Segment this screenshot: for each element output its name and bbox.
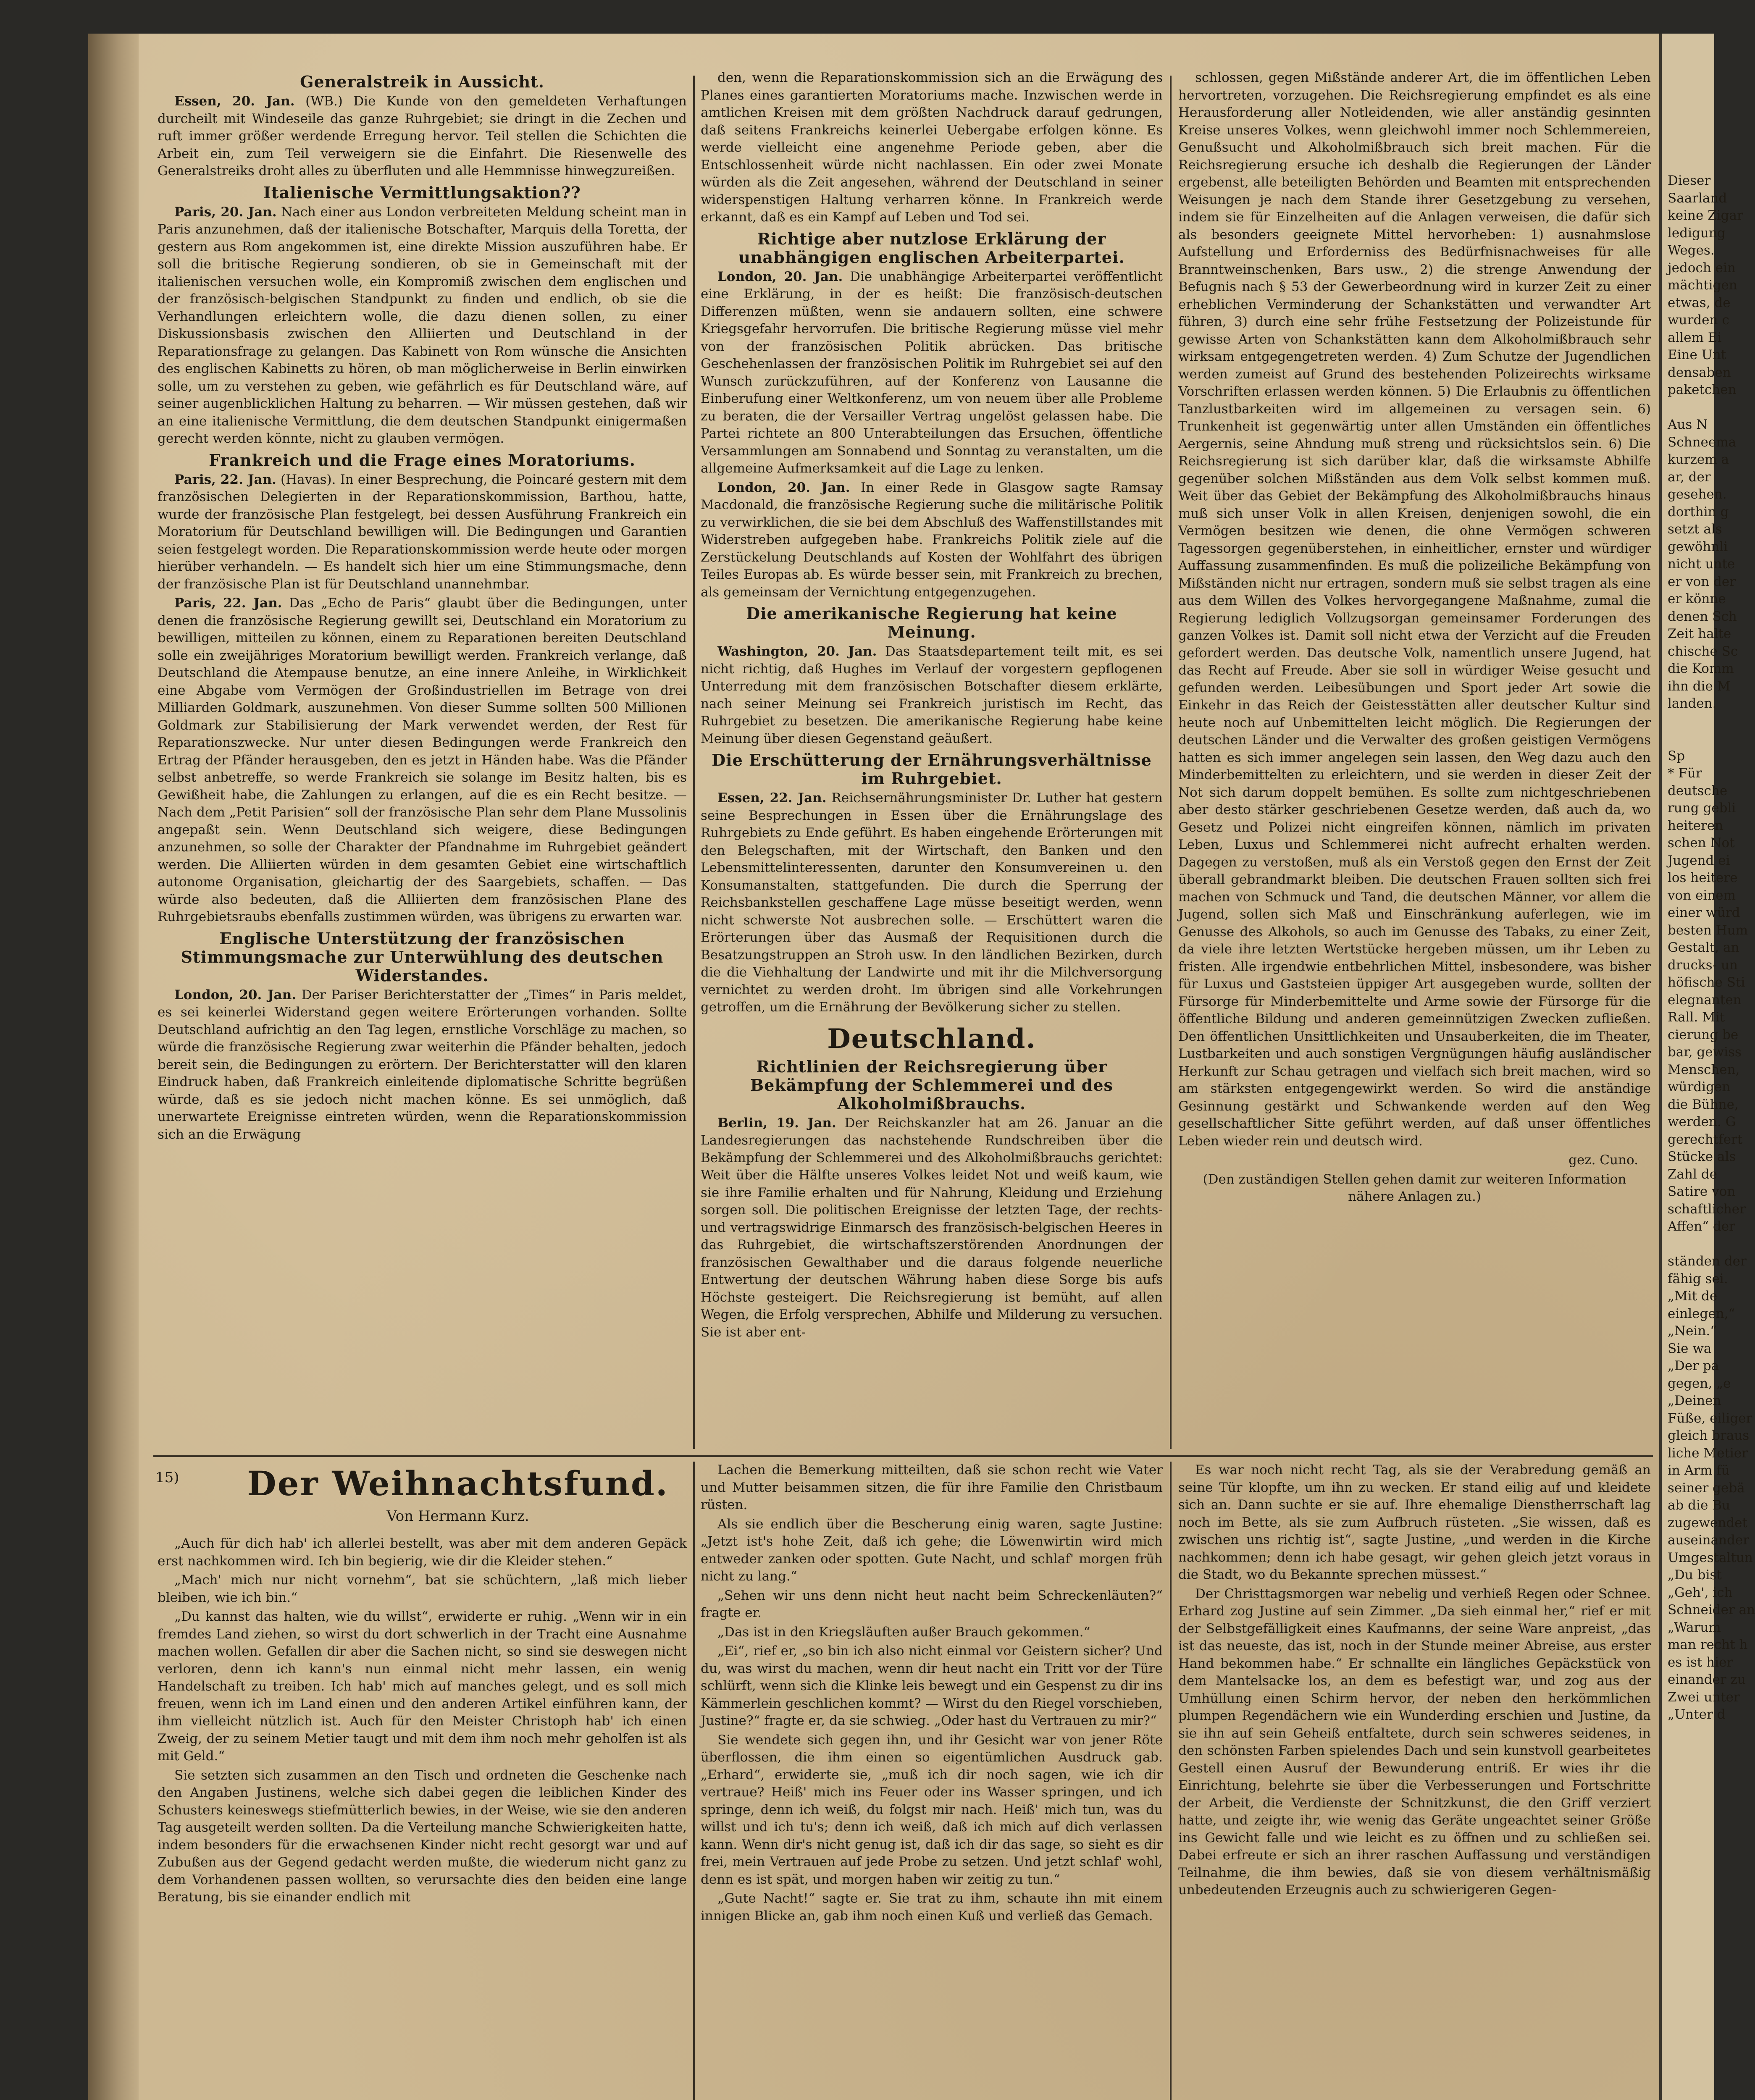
paragraph-text: „Gute Nacht!“ sagte er. Sie trat zu ihm, schaute ihn mit einem innigen Blicke an, gab ihm noch einen Kuß und verließ das Gemach.: [701, 1891, 1163, 1924]
adjacent-line: liche Metier: [1668, 1445, 1748, 1461]
news-column-1: [158, 69, 687, 1449]
adjacent-line: Schneider an: [1668, 1602, 1755, 1617]
paragraph-text: „Sehen wir uns denn nicht heut nacht beim Schreckenläuten?“ fragte er.: [701, 1588, 1163, 1620]
adjacent-line: zugewendet: [1668, 1515, 1747, 1530]
article-paragraph: [158, 1608, 687, 1765]
adjacent-line: Umgestaltun: [1668, 1550, 1753, 1565]
adjacent-line: „Du bist: [1668, 1567, 1722, 1583]
paragraph-text: (WB.) Die Kunde von den gemeldeten Verhaftungen durcheilt mit Windeseile das ganze Ruhrgebiet; sie dringt in die Zechen und ruft immer größer werdende Erregung hervor. Teil stellen die Schichten die Arbeit ein, zum Teil verweigern sie die Einfahrt. Die Riesenwelle des Generalstreiks droht alles zu überfluten und alle Hemmnisse hinwegzureißen.: [158, 94, 687, 178]
section-heading: [158, 451, 687, 470]
adjacent-line: Sie wa: [1668, 1341, 1712, 1356]
column-rule-1: [693, 76, 695, 1449]
adjacent-line: einer würd: [1668, 905, 1740, 920]
adjacent-line: Schneema: [1668, 434, 1737, 450]
paragraph-text: Der Pariser Berichterstatter der „Times“ in Paris meldet, es sei keinerlei Widerstand gegen weitere Erörterungen vorhanden. Sollte Deutschland aufrichtig an den Tag legen, ernstliche Vorschläge zu machen, so würde die französische Regierung zwar weiterhin die Pfänder behalten, jedoch bereit sein, die Bedingungen zu erörtern. Der Berichterstatter will den klaren Eindruck haben, daß Frankreich einleitende diplomatische Schritte begrüßen würde, daß es sie jedoch nicht machen könne. Es sei unmöglich, daß unerwartete Ereignisse eintreten würden, wenn die Reparationskommission sich an die Erwägung: [158, 987, 687, 1142]
adjacent-line: Gestalt, an: [1668, 940, 1739, 955]
adjacent-line: schen Not: [1668, 835, 1735, 850]
adjacent-line: [1668, 713, 1714, 730]
adjacent-line: höfische Sti: [1668, 975, 1745, 990]
adjacent-line: von einem: [1668, 887, 1736, 903]
paragraph-text: den, wenn die Reparationskommission sich an die Erwägung des Planes eines garantierten Moratoriums mache. Inzwischen werde in amtlichen Kreisen mit dem größten Nachdruck darauf gedrungen, daß seitens Frankreichs keinerlei Uebergabe erfolgen könne. Es werde vielleicht eine angenehme Periode geben, aber die Entschlossenheit würde nicht nachlassen. Ein oder zwei Monate würden als die Zeit angesehen, während der Deutschland in seiner widerspenstigen Haltung verharren könne. In Frankreich werde erkannt, daß es ein Kampf auf Leben und Tod sei.: [701, 70, 1163, 225]
section-heading: [158, 184, 687, 202]
paragraph-text: „Auch für dich hab' ich allerlei bestellt, was aber mit dem anderen Gepäck erst nachkommen wird. Ich bin begierig, wie dir die Kleider stehen.“: [158, 1536, 687, 1569]
adjacent-line: setzt als: [1668, 522, 1722, 537]
paragraph-text: Das „Echo de Paris“ glaubt über die Bedingungen, unter denen die französische Regierung gewillt sei, Deutschland ein Moratorium zu bewilligen, mitteilen zu können, einem zu Reparationen bereiten Deutschland solle ein zweijähriges Moratorium bewilligt werden. Frankreich verlange, daß Deutschland die Atempause benutze, an eine innere Anleihe, in Wirklichkeit eine Abgabe vom Vermögen der Großindustriellen im Betrage von drei Milliarden Goldmark, auszunehmen. Von dieser Summe sollten 500 Millionen Goldmark zur Stabilisierung der Mark verwendet werden, der Rest für Reparationszwecke. Nur unter diesen Bedingungen werde Frankreich den Ertrag der Pfänder herausgeben, den es jetzt in Händen habe. Was die Pfänder selbst anbetreffe, so werde Frankreich sie solange im Besitz halten, bis es Gewißheit habe, die Zahlungen zu erlangen, auf die es ein Recht besitze. — Nach dem „Petit Parisien“ soll der französische Plan sehr dem Plane Mussolinis angepaßt sein. Wenn Deutschland sich weigere, diese Bedingungen anzunehmen, so solle der Charakter der Pfandnahme im Ruhrgebiet geändert werden. Die Alliierten würden in dem gesamten Gebiet eine wirtschaftlich autonome Organisation, gleichartig der des Saargebiets, schaffen. — Das würde also bedeuten, daß die Alliierten dem französischen Plane des Ruhrgebietsraubs ebenfalls zustimmen würden, was übrigens zu erwarten war.: [158, 596, 687, 924]
article-paragraph: [1178, 69, 1651, 1150]
paragraph-text: In einer Rede in Glasgow sagte Ramsay Macdonald, die französische Regierung suche die militärische Politik zu verwirklichen, die sie bei dem Abschluß des Waffenstillstandes mit Widerstreben aufgegeben habe. Frankreichs Politik ziele auf die Zerstückelung Deutschlands auf Kosten der Wohlfahrt des übrigen Teiles Europas ab. Es würde besser sein, mit Frankreich zu brechen, als gemeinsam der Vernichtung entgegenzugehen.: [701, 480, 1163, 600]
adjacent-line: jedoch ein: [1668, 260, 1736, 276]
signature: [1178, 1152, 1638, 1169]
adjacent-line: etwas, de: [1668, 295, 1731, 310]
feuilleton-divider: [153, 1455, 1653, 1457]
paragraph-text: Die amerikanische Regierung hat keine Meinung.: [746, 604, 1117, 641]
paragraph-text: Richtlinien der Reichsregierung über Bekämpfung der Schlemmerei und des Alkoholmißbrauchs.: [750, 1057, 1113, 1113]
news-column-2: [701, 69, 1163, 1449]
adjacent-line: Stücke als: [1668, 1149, 1736, 1164]
adjacent-line: bar, gewiss: [1668, 1045, 1742, 1060]
paragraph-text: Der Reichskanzler hat am 26. Januar an die Landesregierungen das nachstehende Rundschreiben über die Bekämpfung der Schlemmerei und des Alkoholmißbrauchs gerichtet: Weit über die Hälfte unseres Volkes leidet Not und weiß kaum, wie sie ihre Familie erhalten und für Nahrung, Kleidung und Erziehung sorgen soll. Die politischen Ereignisse der letzten Tage, der rechts- und vertragswidrige Einmarsch des französisch-belgischen Heeres in das Ruhrgebiet, die wirtschaftszerstörenden Anordnungen der französischen Gewalthaber und die daraus folgende neuerliche Entwertung der deutschen Währung haben diese Sorge bis aufs Höchste gesteigert. Die Reichsregierung ist bemüht, auf allen Wegen, die Erfolg versprechen, Abhilfe und Milderung zu versuchen. Sie ist aber ent-: [701, 1115, 1163, 1340]
paragraph-text: Englische Unterstützung der französischen Stimmungsmache zur Unterwühlung des deutschen Widerstandes.: [181, 929, 664, 985]
adjacent-line: wurden c: [1668, 312, 1729, 328]
paragraph-text: Sie setzten sich zusammen an den Tisch und ordneten die Geschenke nach den Angaben Justinens, welche sich dabei gegen die leiblichen Kinder des Schusters keineswegs stiefmütterlich bewies, in der Weise, wie sie den anderen Tag ausgeteilt werden sollten. Da die Verteilung manche Schwierigkeiten hatte, indem besonders für die erwachsenen Kinder nicht recht gesorgt war und auf Zubußen aus der Gegend gedacht werden mußte, die wiederum nicht ganz zu dem Vorhandenen passen wollten, so verursachte dies den beiden eine lange Beratung, bis sie einander endlich mit: [158, 1767, 687, 1905]
adjacent-line: er könne: [1668, 591, 1726, 606]
paragraph-text: Reichsernährungsminister Dr. Luther hat gestern seine Besprechungen in Essen über die Ernährungslage des Ruhrgebiets zu Ende geführt. Es haben eingehende Erörterungen mit den Belegschaften, mit der Wirtschaft, den Banken und den Lebensmittelinteressenten, darunter den Konsumvereinen u. den Konsumanstalten, stattgefunden. Die durch die Sperrung der Reichsbankstellen geschaffene Lage müsse beseitigt werden, wenn nicht schwerste Not ausbrechen solle. — Erschüttert waren die Erörterungen über das Ausmaß der Requisitionen durch die Besatzungstruppen an Stroh usw. In den ländlichen Bezirken, durch die die Viehhaltung der Landwirte und mit ihr die Milchversorgung vernichtet zu werden droht. Im übrigen sind alle Vorkehrungen getroffen, um die Ernährung der Bevölkerung sicher zu stellen.: [701, 790, 1163, 1015]
adjacent-line: Saarland: [1668, 190, 1727, 206]
paragraph-text: Die Erschütterung der Ernährungsverhältnisse im Ruhrgebiet.: [712, 751, 1152, 788]
adjacent-line: mächtigen: [1668, 278, 1737, 293]
adjacent-line: gleich braus: [1668, 1428, 1750, 1443]
adjacent-line: ar, der: [1668, 469, 1711, 485]
article-paragraph: [158, 204, 687, 448]
adjacent-line: chische Sc: [1668, 643, 1738, 659]
adjacent-line: ledigung: [1668, 225, 1726, 241]
adjacent-line: „Geh', ich: [1668, 1585, 1733, 1600]
dateline: Paris, 22. Jan.: [174, 596, 282, 611]
feuilleton-author: Von Hermann Kurz.: [386, 1508, 529, 1525]
paragraph-text: Es war noch nicht recht Tag, als sie der Verabredung gemäß an seine Tür klopfte, um ihn zu wecken. Er stand eilig auf und kleidete sich an. Dann suchte er sie auf. Ihre ehemalige Dienstherrschaft lag noch im Bette, als sie zum Aufbruch rüsteten. „Sie wissen, daß es zwischen uns richtig ist“, sagte Justine, „und werden in die Kirche nachkommen; denn ich habe gesagt, wir gehen gleich jetzt voraus in die Stadt, wo du Bekannte sprechen müssest.“: [1178, 1462, 1651, 1582]
adjacent-line: „Warum: [1668, 1620, 1721, 1635]
paragraph-text: Lachen die Bemerkung mitteilten, daß sie schon recht wie Vater und Mutter beisammen sitzen, die für ihre Familie den Christbaum rüsten.: [701, 1462, 1163, 1512]
article-paragraph: [158, 1535, 687, 1570]
adjacent-line: [1668, 730, 1714, 748]
adjacent-line: „Der pa: [1668, 1358, 1719, 1373]
article-paragraph: [701, 1516, 1163, 1586]
adjacent-line: er von der: [1668, 574, 1736, 589]
article-paragraph: [701, 790, 1163, 1016]
adjacent-line: Füße, eiliger: [1668, 1410, 1752, 1426]
paragraph-text: „Mach' mich nur nicht vornehm“, bat sie schüchtern, „laß mich lieber bleiben, wie ich bin.“: [158, 1572, 687, 1605]
adjacent-line: Affen“ der: [1668, 1219, 1735, 1234]
dateline: Essen, 20. Jan.: [174, 94, 295, 109]
paragraph-text: Die unabhängige Arbeiterpartei veröffentlicht eine Erklärung, in der es heißt: Die französisch-deutschen Differenzen müßten, wenn sie andauern sollten, eine schwere Kriegsgefahr hervorrufen. Die britische Regierung müsse viel mehr von der französischen Politik abrücken. Das britische Geschehenlassen der französischen Politik im Ruhrgebiet sei auf den Wunsch zurückzuführen, auf der Konferenz von Lausanne die Einberufung einer Weltkonferenz, um von neuem über alle Probleme zu beraten, die der Versailler Vertrag ungelöst gelassen habe. Die Partei richtete an 800 Unterabteilungen das Ersuchen, öffentliche Versammlungen am Sonnabend und Sonntag zu veranstalten, um die allgemeine Aufmerksamkeit auf die Lage zu lenken.: [701, 269, 1163, 476]
section-heading: [701, 604, 1163, 641]
paragraph-text: Richtige aber nutzlose Erklärung der unabhängigen englischen Arbeiterpartei.: [738, 229, 1125, 267]
adjacent-line: seiner gebä: [1668, 1480, 1745, 1496]
section-heading: [701, 751, 1163, 788]
adjacent-line: ihn die M: [1668, 678, 1731, 694]
adjacent-line: gegen, „e: [1668, 1376, 1731, 1391]
dateline: Berlin, 19. Jan.: [717, 1115, 836, 1131]
adjacent-line: Zahl de: [1668, 1166, 1717, 1182]
feuilleton-installment-number: 15): [155, 1469, 179, 1486]
adjacent-line: denen Sch: [1668, 609, 1737, 624]
adjacent-line: Sp: [1668, 748, 1685, 764]
dateline: London, 20. Jan.: [174, 987, 297, 1003]
adjacent-line: drucks- un: [1668, 957, 1738, 973]
dateline: Washington, 20. Jan.: [717, 644, 877, 659]
feuilleton-column-2: [701, 1462, 1163, 2100]
adjacent-line: Dieser: [1668, 173, 1711, 188]
paragraph-text: Als sie endlich über die Bescherung einig waren, sagte Justine: „Jetzt ist's hohe Zeit, daß ich gehe; die Löwenwirtin wird mich entweder zanken oder spotten. Gute Nacht, und schlaf' morgen früh nicht zu lang.“: [701, 1516, 1163, 1584]
article-paragraph: [701, 1462, 1163, 1514]
article-paragraph: [701, 1624, 1163, 1641]
adjacent-page-text: [1668, 172, 1755, 1724]
adjacent-line: „Nein.“: [1668, 1323, 1717, 1339]
paragraph-text: Nach einer aus London verbreiteten Meldung scheint man in Paris anzunehmen, daß der italienische Botschafter, Marquis della Toretta, der gestern aus Rom angekommen ist, eine direkte Mission auszuführen habe. Er soll die britische Regierung sondieren, ob sie in Gemeinschaft mit der italienischen versuchen wolle, ein Kompromiß zwischen dem englischen und der französisch-belgischen Standpunkt zu finden und endlich, ob sie die Verhandlungen erleichtern wolle, die dazu dienen sollen, zu einer Diskussionsbasis zwischen den Alliierten und Deutschland in der Reparationsfrage zu gelangen. Das Kabinett von Rom wünsche die Ansichten des englischen Kabinetts zu hören, ob man möglicherweise in Berlin einwirken solle, um zu verstehen zu geben, wie gefährlich es für Deutschland wäre, auf seiner augenblicklichen Haltung zu beharren. — Wir müssen gestehen, daß wir an eine italienische Vermittlung, die dem deutschen Standpunkt einigermaßen gerecht werden könnte, nicht zu glauben vermögen.: [158, 204, 687, 446]
article-paragraph: [701, 69, 1163, 226]
section-masthead: [701, 1024, 1163, 1054]
article-paragraph: [701, 1890, 1163, 1925]
paragraph-text: „Du kannst das halten, wie du willst“, erwiderte er ruhig. „Wenn wir in ein fremdes Land ziehen, so wirst du dort schwerlich in der Tracht eine Ausnahme machen wollen. Gefallen dir aber die Sachen nicht, so sind sie deswegen nicht verloren, denn ich kann's nun einmal nicht mehr lassen, ein wenig Handelschaft zu treiben. Ich hab' mich auf manches gelegt, und es soll mich freuen, wenn ich im Land einen und den anderen Artikel einführen kann, der ihm vielleicht nützlich ist. Auch für den Meister Christoph hab' ich einen Zweig, der zu seinem Metier taugt und mit dem ihm noch mehr geholfen ist als mit Geld.“: [158, 1609, 687, 1764]
paragraph-text: Italienische Vermittlungsaktion??: [263, 183, 581, 202]
feuilleton-rule-2: [1170, 1462, 1172, 2100]
adjacent-line: „Mit de: [1668, 1289, 1718, 1304]
paragraph-text: (Havas). In einer Besprechung, die Poincaré gestern mit dem französischen Delegierten in der Reparationskommission, Barthou, hatte, wurde der französische Plan festgelegt, bei dessen Ausführung Frankreich ein Moratorium für Deutschland bewilligen will. Die Bedingungen und Garantien seien festgelegt worden. Die Reparationskommission werde heute oder morgen hierüber verhandeln. — Es handelt sich hier um eine Stimmungsmache, denn der französische Plan ist für Deutschland unannehmbar.: [158, 472, 687, 592]
paragraph-text: (Den zuständigen Stellen gehen damit zur weiteren Information nähere Anlagen zu.): [1203, 1171, 1626, 1204]
paragraph-text: Frankreich und die Frage eines Moratoriums.: [209, 450, 636, 470]
paragraph-text: „Das ist in den Kriegsläuften außer Brauch gekommen.“: [717, 1624, 1090, 1640]
paragraph-text: schlossen, gegen Mißstände anderer Art, die im öffentlichen Leben hervortreten, vorzugehen. Die Reichsregierung empfindet es als eine Herausforderung aller Notleidenden, wie aller anständig gesinnten Kreise unseres Volkes, wenn gleichwohl immer noch Schlemmereien, Genußsucht und Alkoholmißbrauch sich breit machen. Für die Reichsregierung ersuche ich deshalb die Regierungen der Länder ergebenst, alle beteiligten Behörden und Beamten mit entsprechenden Weisungen je nach dem Stande ihrer Gesetzgebung zu versehen, indem sie für Einzelheiten auf die Anlagen verweisen, die dafür sich als besonders geeignete Mittel hervorheben: 1) ausnahmslose Aufstellung und Erforderniss des Bedürfnisnachweises für alle Branntweinschenken, Bars usw., 2) die strenge Anwendung der Befugnis nach § 53 der Gewerbeordnung wird in kurzer Zeit zu einer erheblichen Verminderung der Schankstätten und verwandter Art führen, 3) durch eine sehr frühe Festsetzung der Polizeistunde für gewisse Arten von Schankstätten kann dem Alkoholmißbrauch sehr wirksam entgegengetreten werden. 4) Zum Schutze der Jugendlichen werden zumeist auf Grund des bestehenden Polizeirechts wirksame Vorschriften erlassen werden können. 5) Die Erlaubnis zu öffentlichen Tanzlustbarkeiten wird im allgemeinen zu versagen sein. 6) Trunkenheit ist gegenwärtig unter allen Umständen ein öffentliches Aergernis, seine Ahndung muß streng und rücksichtslos sein. 6) Die Reichsregierung ist sich darüber klar, daß die wirksamste Abhilfe gegenüber solchen Mißständen aus dem Volk selbst kommen muß. Weit über das Gebiet der Bekämpfung des Alkoholmißbrauchs hinaus muß sich unser Volk in allen Kreisen, denjenigen sowohl, die ein Vermögen besitzen wie denen, die ohne Vermögen schweren Tagessorgen gegenüberstehen, in einheitlicher, ernster und würdiger Auffassung zusammenfinden. Es muß die polizeiliche Bekämpfung von Mißständen nicht nur ertragen, sondern muß sie selbst tragen als eine aus dem Willen des Volkes hervorgegangene Maßnahme, zumal die Regierung lediglich Vollzugsorgan gemeinsamer Forderungen des ganzen Volkes ist. Damit soll nicht etwa der Verzicht auf die Freuden gefordert werden. Das deutsche Volk, namentlich unsere Jugend, hat das Recht auf Freude. Aber sie soll in würdiger Weise gesucht und gefunden werden. Leibesübungen und Sport jeder Art sowie die Einkehr in das Reich der Geistesstätten aller deutscher Kultur sind heute noch auf Unbemittelten leicht möglich. Die Regierungen der deutschen Länder und die Verwalter des großen geistigen Vermögens hatten es sich immer angelegen sein lassen, den Weg dazu auch den Minderbemittelten zu erleichtern, und sie werden in dieser Zeit der Not sich darum doppelt bemühen. Es sollte zum nichtgeschriebenen aber desto stärker geschriebenen Gesetze werden, daß auch da, wo Gesetz und Polizei nicht eingreifen können, nämlich im privaten Leben, Luxus und Schlemmerei nicht aufrecht erhalten werden. Dagegen zu verstoßen, muß als ein Verstoß gegen den Ernst der Zeit überall gebrandmarkt bleiben. Die deutschen Frauen sollten sich frei machen von Schmuck und Tand, die deutschen Männer, vor allem die Jugend, sollen sich Maß und Einschränkung auferlegen, wie im Genusse des Alkohols, so auch im Genusse des Tabaks, zu einer Zeit, da viele ihre letzten Wertstücke hergeben müssen, um ihr Leben zu fristen. Alle irgendwie entbehrlichen Mittel, insbesondere, was bisher für Luxus und Gaststeien üppiger Art ausgegeben wurde, sollten der Fürsorge für Minderbemittelte und Arme sowie der Fürsorge für die öffentliche Bildung und anderen gemeinnützigen Zwecken zufließen. Den öffentlichen Unsittlichkeiten und Unsauberkeiten, die im Theater, Lustbarkeiten und auch sonstigen Vergnügungen häufig ausländischer Herkunft zur Schau getragen und vielfach sich breit machen, wird so am stärksten entgegengewirkt werden. So wird die anständige Gesinnung gestärkt und Schwankende werden auf den Weg gesellschaftlicher Sitte geführt werden, auf daß unser öffentliches Leben wieder rein und deutsch wird.: [1178, 70, 1651, 1149]
article-paragraph: [701, 1643, 1163, 1730]
section-heading: [701, 230, 1163, 267]
adjacent-line: dorthin g: [1668, 504, 1729, 520]
feuilleton-title: Der Weihnachtsfund.: [247, 1464, 669, 1503]
column-rule-2: [1170, 76, 1172, 1449]
article-paragraph: [1178, 1462, 1651, 1584]
adjacent-line: Eine Unt: [1668, 347, 1726, 362]
paragraph-text: Der Christtagsmorgen war nebelig und verhieß Regen oder Schnee. Erhard zog Justine auf sein Zimmer. „Da sieh einmal her,“ rief er mit der Selbstgefälligkeit eines Kaufmanns, der seine Ware anpreist, „das ist das neueste, das ist, noch in der Stunde meiner Abreise, aus erster Hand bekommen habe.“ Er schnallte ein längliches Gepäckstück von dem Mantelsacke los, an dem es befestigt war, und zog aus der Umhüllung einen Schirm hervor, der neben den herkömmlichen plumpen Regendächern wie ein Wunderding erschien und Justine, da sie ihn auf sein Geheiß entfaltete, durch sein schweres seidenes, in den schönsten Farben spielendes Dach und sein kunstvoll gearbeitetes Gestell einen Ausruf der Bewunderung entriß. Er wies ihr die Einrichtung, belehrte sie über die Verbesserungen und Fortschritte der Arbeit, die Verdienste der Schnitzkunst, die den Griff verziert hatte, und zeigte ihr, wie wenig das Geräte ungeachtet seiner Größe ins Gewicht falle und wie leicht es zu öffnen und zu schließen sei. Dabei erfreute er sich an ihrer raschen Auffassung und verständigen Teilnahme, die ihm bewies, daß sie von diesem verhältnismäßig unbedeutenden Erzeugnis auch zu schwierigeren Gegen-: [1178, 1586, 1651, 1898]
article-paragraph: [701, 1587, 1163, 1622]
adjacent-line: es ist hier: [1668, 1654, 1733, 1670]
adjacent-line: einander zu: [1668, 1672, 1746, 1687]
dateline: London, 20. Jan.: [717, 269, 843, 284]
adjacent-line: paketchen: [1668, 382, 1737, 397]
adjacent-line: landen.: [1668, 696, 1717, 711]
article-paragraph: [701, 479, 1163, 601]
adjacent-line: allem Ei: [1668, 330, 1722, 345]
article-paragraph: [158, 93, 687, 180]
adjacent-line: die Bühne,: [1668, 1097, 1739, 1112]
paragraph-text: Generalstreik in Aussicht.: [300, 72, 544, 91]
adjacent-line: elegnanten: [1668, 992, 1742, 1008]
article-paragraph: [158, 1572, 687, 1606]
adjacent-line: gewöhnli: [1668, 539, 1728, 554]
adjacent-line: [1668, 1236, 1714, 1253]
adjacent-line: einlegen,“: [1668, 1306, 1735, 1321]
adjacent-line: Zwei unter: [1668, 1689, 1740, 1705]
paragraph-text: Das Staatsdepartement teilt mit, es sei nicht richtig, daß Hughes im Verlauf der vorgestern gepflogenen Unterredung mit dem französischen Botschafter diesem erklärte, nach seiner Meinung sei Frankreich juristisch im Recht, das Ruhrgebiet zu besetzen. Die amerikanische Regierung habe keine Meinung über diesen Gegenstand geäußert.: [701, 644, 1163, 746]
adjacent-line: Menschen,: [1668, 1062, 1740, 1077]
adjacent-line: ständen der: [1668, 1254, 1747, 1269]
paragraph-text: „Ei“, rief er, „so bin ich also nicht einmal vor Geistern sicher? Und du, was wirst du machen, wenn dir heut nacht ein Tritt vor der Türe schlürft, wenn sich die Klinke leis bewegt und ein Gespenst zu dir ins Kämmerlein geschlichen kommt? — Wirst du den Riegel vorschieben, Justine?“ fragte er, da sie schwieg. „Oder hast du Vertrauen zu mir?“: [701, 1643, 1163, 1728]
adjacent-line: schaftlicher: [1668, 1201, 1746, 1217]
adjacent-line: man recht h: [1668, 1637, 1748, 1652]
adjacent-line: würdigen: [1668, 1079, 1731, 1095]
adjacent-line: cierung be: [1668, 1027, 1739, 1042]
paragraph-text: gez. Cuno.: [1568, 1152, 1638, 1168]
feuilleton-column-1: [158, 1535, 687, 2100]
adjacent-line: Aus N: [1668, 417, 1708, 432]
adjacent-line: los heitere: [1668, 870, 1738, 885]
adjacent-line: Weges.: [1668, 243, 1715, 258]
adjacent-line: ab die Bu: [1668, 1498, 1730, 1513]
adjacent-line: Jugend ei: [1668, 853, 1730, 868]
section-heading: [158, 929, 687, 985]
adjacent-line: densaben: [1668, 365, 1731, 380]
feuilleton-column-3: [1178, 1462, 1651, 2100]
article-paragraph: [701, 643, 1163, 748]
adjacent-line: Rall. Mit: [1668, 1010, 1725, 1025]
adjacent-line: heiteren: [1668, 818, 1723, 833]
article-paragraph: [1178, 1586, 1651, 1899]
article-paragraph: [158, 595, 687, 926]
article-paragraph: [158, 471, 687, 593]
adjacent-line: rung gebli: [1668, 801, 1736, 816]
adjacent-line: „Deinen: [1668, 1393, 1721, 1408]
adjacent-line: Satire von: [1668, 1184, 1736, 1199]
dateline: Essen, 22. Jan.: [717, 790, 827, 806]
adjacent-line: deutsche: [1668, 783, 1728, 798]
footnote: [1178, 1171, 1651, 1206]
adjacent-line: „Unter d: [1668, 1707, 1726, 1722]
section-heading: [701, 1058, 1163, 1113]
article-paragraph: [701, 268, 1163, 478]
adjacent-line: nicht unte: [1668, 556, 1735, 572]
feuilleton-rule-1: [693, 1462, 695, 2100]
adjacent-line: Zeit halte: [1668, 626, 1731, 641]
section-heading: [158, 73, 687, 91]
adjacent-line: gerechtfert: [1668, 1131, 1743, 1147]
adjacent-line: werden. G: [1668, 1114, 1736, 1129]
adjacent-line: * Für: [1668, 766, 1702, 781]
page-spine-shadow: [88, 34, 139, 2100]
dateline: London, 20. Jan.: [717, 480, 850, 495]
adjacent-line: keine Zigar: [1668, 208, 1743, 223]
adjacent-line: kurzem a: [1668, 452, 1729, 467]
adjacent-line: fähig sei.: [1668, 1271, 1728, 1286]
dateline: Paris, 22. Jan.: [174, 472, 276, 487]
news-column-3: [1178, 69, 1651, 1449]
paragraph-text: Deutschland.: [827, 1023, 1036, 1055]
adjacent-line: [1668, 399, 1714, 417]
adjacent-line: besten Hum: [1668, 922, 1748, 938]
paragraph-text: Sie wendete sich gegen ihn, und ihr Gesicht war von jener Röte überflossen, die ihm einen so eigentümlichen Ausdruck gab. „Erhard“, erwiderte sie, „muß ich dir noch sagen, wie ich dir vertraue? Heiß' mich ins Feuer oder ins Wasser springen, und ich springe, denn ich weiß, du folgst mir nach. Heiß' mich tun, was du willst und ich tu's; denn ich weiß, daß ich mich auf dich verlassen kann. Wenn dir's nicht genug ist, daß ich dir das sage, so sieht es dir frei, mein Vertrauen auf jede Probe zu setzen. Und jetzt schlaf' wohl, denn es ist spät, und morgen haben wir zeitig zu tun.“: [701, 1732, 1163, 1887]
adjacent-line: auseinander: [1668, 1533, 1750, 1548]
dateline: Paris, 20. Jan.: [174, 204, 277, 220]
article-paragraph: [158, 1767, 687, 1906]
adjacent-line: die Komm: [1668, 661, 1734, 676]
article-paragraph: [701, 1115, 1163, 1341]
adjacent-line: in Arm fü: [1668, 1463, 1730, 1478]
article-paragraph: [158, 987, 687, 1144]
article-paragraph: [701, 1732, 1163, 1889]
adjacent-line: gesehen.: [1668, 487, 1727, 502]
newspaper-page: [88, 34, 1755, 2100]
